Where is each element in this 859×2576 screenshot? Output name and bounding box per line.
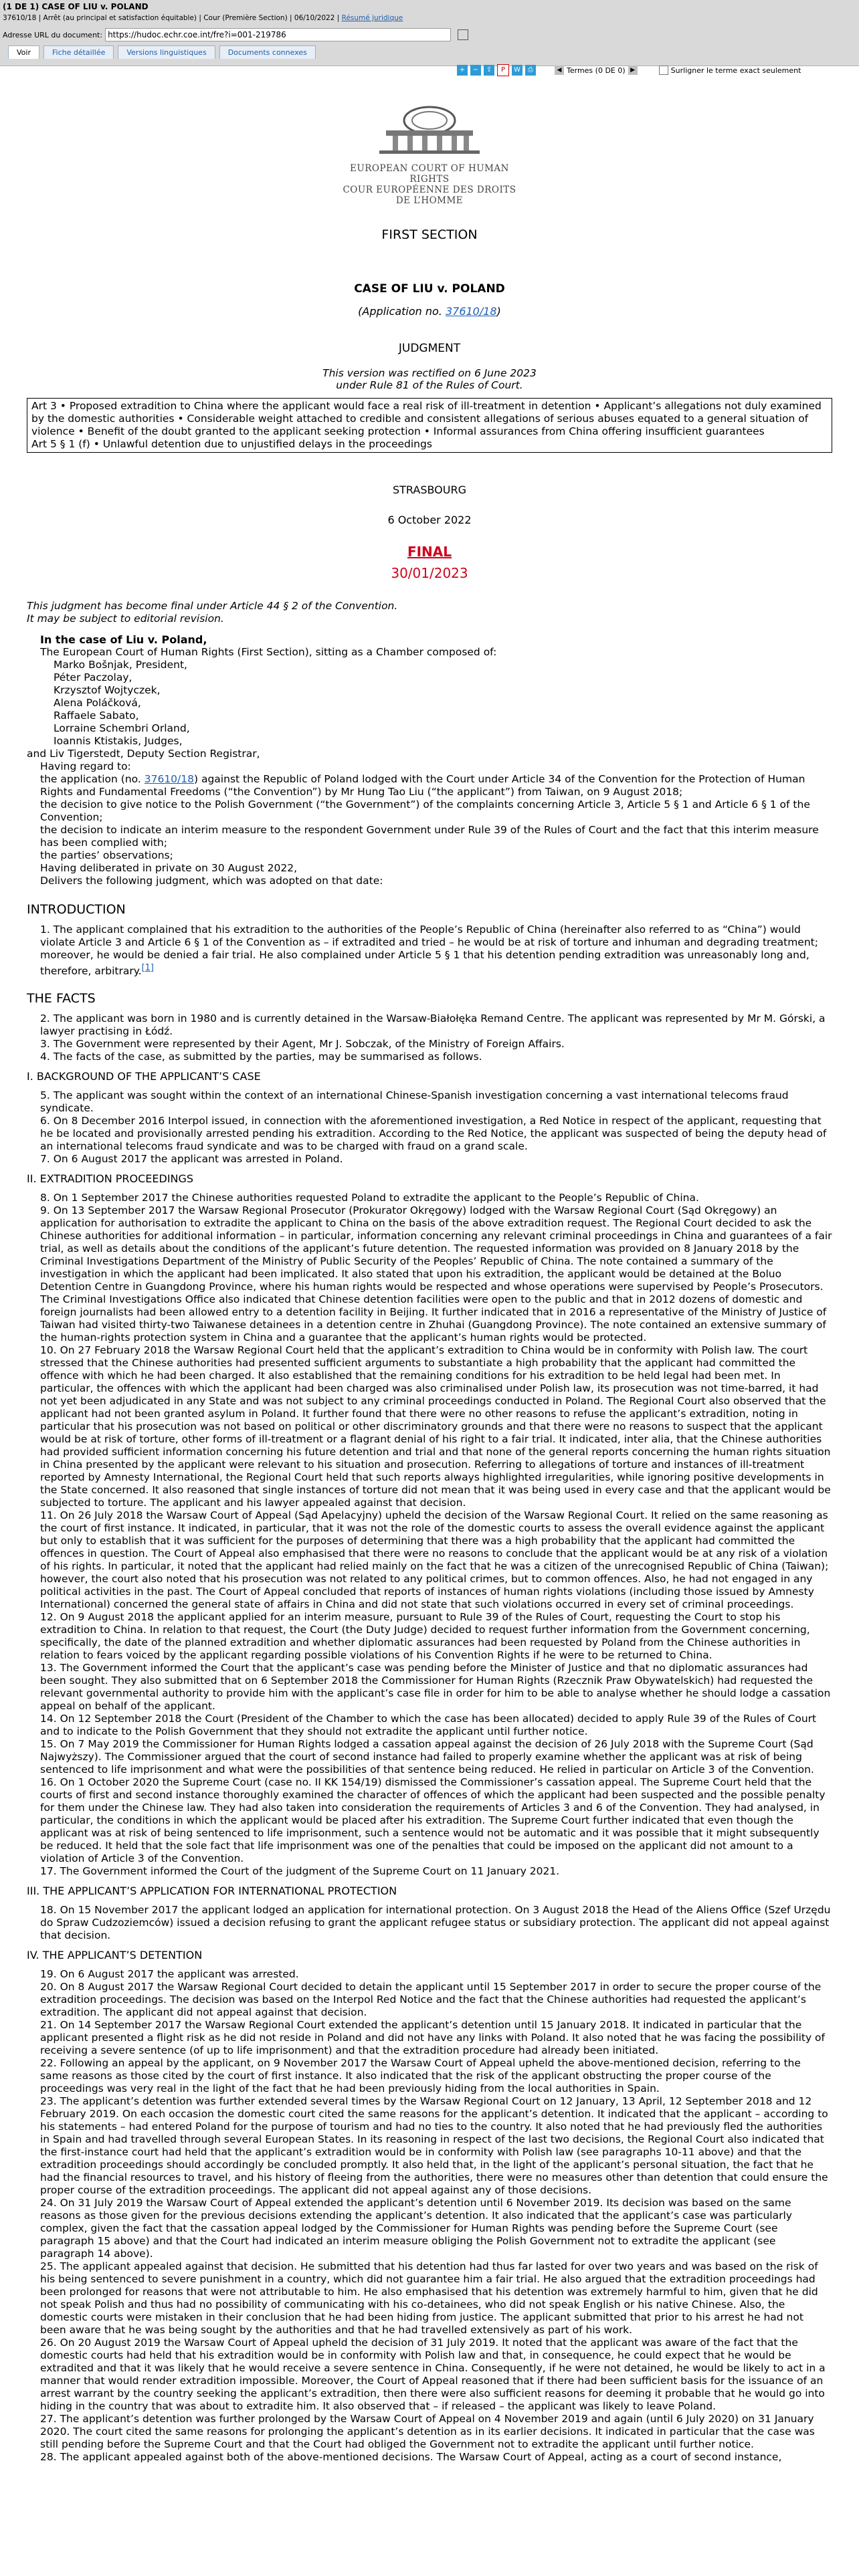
place: STRASBOURG	[392, 484, 466, 496]
judge-name: Alena Poláčková,	[54, 697, 141, 709]
application-prefix: (Application no.	[358, 305, 446, 318]
section-heading: I. BACKGROUND OF THE APPLICANT’S CASE	[27, 1070, 261, 1083]
judgment-date: 6 October 2022	[387, 514, 472, 526]
document-url-row	[3, 28, 468, 41]
section-heading: III. THE APPLICANT’S APPLICATION FOR INTERNATIONAL PROTECTION	[27, 1885, 397, 1898]
parties-observations: the parties’ observations;	[40, 849, 173, 861]
paragraph: 18. On 15 November 2017 the applicant lodged an application for international protection. On 3 August 2018 the Head of the Aliens Office (Szef Urzędu do Spraw Cudzoziemców) issued a decision refusing to grant the applicant refugee status or subsidiary protection. The applicant did not appeal against that decision.	[40, 1904, 831, 1942]
copy-icon[interactable]	[458, 29, 468, 40]
introduction-text: 1. The applicant complained that his extradition to the authorities of the People’s Republic of China (hereinafter also referred to as “China”) would violate Article 3 and Article 6 § 1 of the Convention as – if extradited and tried – he would be at risk of torture and inhuman and degrading treatment; moreover, he would be denied a fair trial. He also complained under Article 5 § 1 that his detention pending extradition was unreasonably long and, therefore, arbitrary.	[40, 924, 818, 978]
legal-summary-link[interactable]: Résumé juridique	[341, 14, 403, 22]
paragraph: 5. The applicant was sought within the context of an international Chinese-Spanish investigation concerning a vast international telecoms fraud syndicate.	[40, 1089, 789, 1115]
court-name-en: EUROPEAN COURT OF HUMAN RIGHTS	[349, 163, 509, 185]
judge-name: Marko Bošnjak, President,	[54, 659, 187, 671]
facts-heading: THE FACTS	[27, 991, 96, 1006]
exact-term-checkbox[interactable]	[659, 66, 668, 75]
case-title: CASE OF LIU v. POLAND	[354, 282, 505, 296]
judge-name: Ioannis Ktistakis, Judges,	[54, 735, 183, 747]
viewer-topbar	[0, 0, 859, 66]
paragraph: 17. The Government informed the Court of the judgment of the Supreme Court on 11 January 2021.	[40, 1865, 560, 1878]
final-note-1: This judgment has become final under Article 44 § 2 of the Convention.	[27, 600, 398, 612]
previous-term-icon[interactable]: ◀	[555, 66, 564, 75]
paragraph	[27, 924, 832, 978]
keywords-art5: Art 5 § 1 (f) • Unlawful detention due to unjustified delays in the proceedings	[31, 438, 432, 450]
final-label: FINAL	[407, 544, 452, 560]
document-toolbar	[457, 64, 801, 76]
url-label: Adresse URL du document:	[3, 30, 103, 39]
paragraph: 10. On 27 February 2018 the Warsaw Regional Court held that the applicant’s extradition to China would be in conformity with Polish law. The court stressed that the Chinese authorities had presented sufficient arguments to substantiate a high probability that the applicant had committed the offence with which he had been charged. It also established that the remaining conditions for his extradition to be held legal had been met. In particular, the offences with which the applicant had been charged was also criminalised under Polish law, its prosecution was not time-barred, it had not yet been adjudicated in any State and was not subject to any criminal proceedings conducted in Poland. The Regional Court also observed that the applicant had not been granted asylum in Poland. It further found that there were no other reasons to refuse the applicant’s extradition, noting in particular that his prosecution was not based on political or other discriminatory grounds and that there were no reasons to suspect that the applicant would be at risk of torture, other forms of ill-treatment or a flagrant denial of his right to a fair trial. It indicated, inter alia, that the Chinese authorities had provided sufficient information concerning his future detention and trial and that none of the general reports concerning the human rights situation in China presented by the applicant were relevant to his situation and prosecution. Referring to allegations of torture and instances of ill-treatment reported by Amnesty International, the Regional Court held that such reports always highlighted irregularities, while ignoring positive developments in the State concerned. It also reasoned that single instances of torture did not mean that it was being used in every case and that the applicant would be subjected to torture. The applicant and his lawyer appealed against that decision.	[40, 1344, 831, 1509]
application-paragraph-rest: ) against the Republic of Poland lodged with the Court under Article 34 of the Convention for the Protection of Human Rights and Fundamental Freedoms (“the Convention”) by Mr Hung Tao Liu (“the applicant”) from Taiwan, on 9 August 2018;	[40, 773, 805, 798]
exact-term-label: Surligner le terme exact seulement	[670, 66, 801, 75]
introduction-heading: INTRODUCTION	[27, 902, 126, 917]
next-term-icon[interactable]: ▶	[628, 66, 638, 75]
court-name-fr: COUR EUROPÉENNE DES DROITS DE L’HOMME	[343, 185, 516, 206]
document-title: (1 DE 1) CASE OF LIU v. POLAND	[3, 2, 149, 11]
extradition-paragraphs	[27, 1192, 832, 1878]
paragraph: 26. On 20 August 2019 the Warsaw Court of Appeal upheld the decision of 31 July 2019. It noted that the applicant was aware of the fact that the domestic courts had held that his extradition would be in conformity with Polish law and that, in consequence, he could expect that he would be extradited and that it was likely that he would receive a severe sentence in China. Consequently, if he were not detained, he would be likely to act in a manner that would render extradition impossible. Moreover, the Court of Appeal reasoned that if there had been sufficient basis for the issuance of an arrest warrant by the country seeking the applicant’s extradition, then there were also sufficient reasons for deeming it probable that he would go into hiding in the country that was about to extradite him. It also observed that – if released – the applicant was likely to leave Poland.	[40, 2337, 826, 2413]
protection-paragraphs	[27, 1904, 832, 1942]
court-building-icon	[366, 100, 493, 160]
paragraph: 24. On 31 July 2019 the Warsaw Court of Appeal extended the applicant’s detention until 6 November 2019. Its decision was based on the same reasons as those given for the previous decisions extending the applicant’s detention. It also indicated that the applicant’s case was particularly complex, given the fact that the cassation appeal lodged by the Commissioner for Human Rights was pending before the Supreme Court (see paragraph 15 above) and that the Court had indicated an interim measure obliging the Polish Government not to extradite the applicant (see paragraph 14 above).	[40, 2197, 792, 2260]
terms-counter: Termes (0 DE 0)	[567, 66, 626, 75]
paragraph: 27. The applicant’s detention was further prolonged by the Warsaw Court of Appeal on 4 November 2019 and again (until 6 July 2020) on 31 January 2020. The court cited the same reasons for prolonging the applicant’s detention as in its earlier decisions. It indicated in particular that the case was still pending before the Supreme Court and that the Court had obliged the Government not to extradite the applicant until further notice.	[40, 2413, 815, 2451]
paragraph: 6. On 8 December 2016 Interpol issued, in connection with the aforementioned investigation, a Red Notice in respect of the applicant, requesting that he be located and provisionally arrested pending his extradition. According to the Red Notice, the applicant was suspected of being the deputy head of an international telecoms fraud syndicate and was to be charged with fraud on a grand scale.	[40, 1115, 827, 1153]
interim-decision: the decision to indicate an interim measure to the respondent Government under Rule 39 of the Rules of Court and the fact that this interim measure has been complied with;	[40, 824, 819, 849]
url-field[interactable]: https://hudoc.echr.coe.int/fre?i=001-219786	[105, 28, 451, 41]
delivers-line: Delivers the following judgment, which was adopted on that date:	[40, 875, 383, 887]
having-regard: Having regard to:	[40, 760, 131, 772]
section-title: FIRST SECTION	[381, 227, 478, 242]
application-paragraph	[27, 773, 832, 798]
paragraph: 20. On 8 August 2017 the Warsaw Regional Court decided to detain the applicant until 15 September 2017 in order to secure the proper course of the extradition proceedings. The decision was based on the Interpol Red Notice and the fact that the Chinese authorities had requested the applicant’s extradition. The applicant did not appeal against that decision.	[40, 1981, 822, 2019]
pdf-icon[interactable]: P	[497, 64, 509, 76]
paragraph: 2. The applicant was born in 1980 and is currently detained in the Warsaw-Białołęka Remand Centre. The applicant was represented by Mr M. Górski, a lawyer practising in Łódź.	[40, 1012, 826, 1038]
paragraph: 22. Following an appeal by the applicant, on 9 November 2017 the Warsaw Court of Appeal upheld the above-mentioned decision, referring to the same reasons as those cited by the court of first instance. It also indicated that the risk of the applicant obstructing the proper course of the proceedings was very real in the light of the fact that he had been previously hiding from the local authorities in Spain.	[40, 2057, 801, 2095]
paragraph: 28. The applicant appealed against both of the above-mentioned decisions. The Warsaw Court of Appeal, acting as a court of second instance,	[40, 2451, 782, 2464]
application-number-link[interactable]: 37610/18	[144, 773, 194, 785]
final-date: 30/01/2023	[391, 565, 468, 581]
section-heading: IV. THE APPLICANT’S DETENTION	[27, 1949, 203, 1962]
rectification-note-2: under Rule 81 of the Rules of Court.	[336, 379, 523, 391]
paragraph: 8. On 1 September 2017 the Chinese authorities requested Poland to extradite the applicant to the People’s Republic of China.	[40, 1192, 699, 1204]
judge-name: Péter Paczolay,	[54, 671, 132, 683]
keywords-art3: Art 3 • Proposed extradition to China where the applicant would face a real risk of ill-treatment in detention • Applicant’s allegations not duly examined by the domestic authorities • Considerable weight attached to credible and consistent allegations of serious abuses equated to a general situation of violence • Benefit of the doubt granted to the applicant seeking protection • Informal assurances from China offering insufficient guarantees	[31, 400, 822, 437]
background-paragraphs	[27, 1089, 832, 1166]
tab-related-documents[interactable]: Documents connexes	[219, 45, 316, 59]
footnote-link[interactable]: [1]	[141, 963, 154, 973]
paragraph: 13. The Government informed the Court that the applicant’s case was pending before the Minister of Justice and that no diplomatic assurances had been sought. They also submitted that on 6 September 2018 the Commissioner for Human Rights (Rzecznik Praw Obywatelskich) had requested the relevant governmental authority to provide him with the applicant’s case file in order for him to be able to analyse whether he should lodge a cassation appeal on behalf of the applicant.	[40, 1662, 831, 1713]
application-suffix: )	[496, 305, 501, 318]
application-number	[27, 305, 832, 318]
composition-intro: The European Court of Human Rights (First Section), sitting as a Chamber composed of:	[40, 646, 497, 658]
paragraph: 25. The applicant appealed against that decision. He submitted that his detention had thus far lasted for over two years and was based on the risk of his being sentenced to severe punishment in a country, which did not guarantee him a fair trial. He also argued that the extradition proceedings had been prolonged for reasons that were not attributable to him. He also emphasised that his detention was extremely harmful to him, given that he did not speak Polish and thus had no possibility of communicating with his co-detainees, who did not speak English or his native Chinese. Also, the domestic courts were mistaken in their conclusion that he had been hiding from justice. The applicant submitted that prior to his arrest he had not been aware that he was being sought by the authorities and that he had travelled extensively as part of his work.	[40, 2260, 818, 2337]
paragraph: 16. On 1 October 2020 the Supreme Court (case no. II KK 154/19) dismissed the Commissioner’s cassation appeal. The Supreme Court held that the courts of first and second instance thoroughly examined the character of offences of which the applicant had been suspected and the possible penalty for them under the Chinese law. They had also taken into consideration the requirements of Articles 3 and 6 of the Convention. They had analysed, in particular, the conditions in which the applicant would be placed after his extradition. The Supreme Court further indicated that even though the applicant was at risk of being sentenced to life imprisonment, such a sentence would not be automatic and it was possible that it might subsequently be reduced. It held that the sole fact that life imprisonment was one of the penalties that could be imposed on the applicant did not amount to a violation of Article 3 of the Convention.	[40, 1776, 826, 1865]
detention-paragraphs	[27, 1968, 832, 2464]
tab-view[interactable]: Voir	[8, 45, 39, 59]
judge-name: Lorraine Schembri Orland,	[54, 722, 190, 734]
tab-details[interactable]: Fiche détaillée	[43, 45, 114, 59]
viewer-tabs	[8, 45, 316, 59]
judgment-document	[27, 227, 832, 2464]
case-of-line: In the case of Liu v. Poland,	[40, 633, 207, 646]
paragraph: 9. On 13 September 2017 the Warsaw Regional Prosecutor (Prokurator Okręgowy) lodged with the Warsaw Regional Court (Sąd Okręgowy) an application for authorisation to extradite the applicant to China on the basis of the above extradition request. The Regional Court decided to ask the Chinese authorities for additional information – in particular, information concerning any relevant criminal proceedings in China and guarantees of a fair trial, as well as details about the conditions of the applicant’s future detention. The requested information was provided on 8 January 2018 by the Criminal Investigations Department of the Ministry of Public Security of the Peoples’ Republic of China. The note contained a summary of the investigation in which the applicant had been implicated. It also stated that upon his extradition, the applicant would be detained at the Boluo Detention Centre in Guangdong Province, where his human rights would be respected and whose operations were supervised by People’s Prosecutors. The Criminal Investigations Office also indicated that Chinese detention facilities were open to the public and that in 2012 dozens of domestic and foreign journalists had been allowed entry to a detention facility in Beijing. It further indicated that in 2016 a representative of the Ministry of Justice of Taiwan had visited thirty-two Taiwanese detainees in a detention centre in Zhuhai (Guangdong Province). The note contained an extensive summary of the human-rights protection system in China and a guarantee that the applicant’s human rights would be protected.	[40, 1204, 832, 1344]
paragraph: 23. The applicant’s detention was further extended several times by the Warsaw Regional Court on 12 January, 13 April, 12 September 2018 and 12 February 2019. On each occasion the domestic court cited the same reasons for the applicant’s detention. It indicated that the applicant – according to his statements – had entered Poland for the purpose of tourism and had no ties to the country. It also noted that he had previously fled the authorities in Spain and had travelled through several European States. In its reasoning in respect of the last two decisions, the Regional Court also indicated that the first-instance court had held that the applicant’s extradition would be in conformity with Polish law (see paragraphs 10-11 above) and that the extradition proceedings should accordingly be concluded promptly. It also held that, in the light of the applicant’s personal situation, the fact that he had the financial resources to travel, and his history of fleeing from the authorities, there were no measures other than detention that could ensure the proper course of the extradition proceedings. The applicant did not appeal against any of those decisions.	[40, 2095, 828, 2197]
paragraph: 11. On 26 July 2018 the Warsaw Court of Appeal (Sąd Apelacyjny) upheld the decision of the Warsaw Regional Court. It relied on the same reasoning as the court of first instance. It indicated, in particular, that it was not the role of the domestic courts to assess the overall evidence against the applicant but only to establish that it was sufficient for the purposes of determining that there was a high probability that the applicant had committed the offences in question. The Court of Appeal also emphasised that there were no reasons to conclude that the applicant would be at any risk of a violation of his rights. In particular, it noted that the applicant had relied mainly on the fact that he was a citizen of the unrecognised Republic of China (Taiwan); however, the court also noted that his prosecution was not related to any political crimes, but to common offences. Also, he had not engaged in any political activities in the past. The Court of Appeal concluded that reports of instances of human rights violations (including those issued by Amnesty International) concerned the general state of affairs in China and did not state that such violations occurred in every set of criminal proceedings.	[40, 1509, 829, 1611]
application-link[interactable]: 37610/18	[445, 305, 497, 318]
notice-decision: the decision to give notice to the Polish Government (“the Government”) of the complaints concerning Article 3, Article 5 § 1 and Article 6 § 1 of the Convention;	[40, 798, 810, 823]
zoom-out-icon[interactable]: −	[470, 65, 481, 76]
judge-name: Krzysztof Wojtyczek,	[54, 684, 161, 696]
judge-name: Raffaele Sabato,	[54, 710, 139, 722]
section-heading: II. EXTRADITION PROCEEDINGS	[27, 1172, 194, 1186]
facts-intro-paragraphs	[27, 1012, 832, 1063]
judgment-heading: JUDGMENT	[398, 342, 461, 355]
paragraph: 3. The Government were represented by their Agent, Mr J. Sobczak, of the Ministry of Foreign Affairs.	[40, 1038, 565, 1051]
paragraph: 19. On 6 August 2017 the applicant was arrested.	[40, 1968, 299, 1981]
print-icon[interactable]: ⎙	[525, 65, 536, 76]
final-note-2: It may be subject to editorial revision.	[27, 613, 224, 625]
word-icon[interactable]: W	[512, 65, 522, 76]
document-meta	[3, 14, 403, 22]
tab-language-versions[interactable]: Versions linguistiques	[118, 45, 215, 59]
paragraph: 4. The facts of the case, as submitted by the parties, may be summarised as follows.	[40, 1051, 482, 1063]
paragraph: 21. On 14 September 2017 the Warsaw Regional Court extended the applicant’s detention until 15 January 2018. It indicated in particular that the applicant presented a flight risk as he did not reside in Poland and did not have any links with Poland. It also noted that he was facing the possibility of receiving a severe sentence (of up to life imprisonment) and that the extradition procedure had already been initiated.	[40, 2019, 825, 2057]
registrar-line: and Liv Tigerstedt, Deputy Section Registrar,	[27, 748, 260, 760]
court-logo	[335, 100, 524, 206]
rectification-note-1: This version was rectified on 6 June 2023	[322, 367, 537, 379]
application-paragraph-start: the application (no.	[40, 773, 145, 785]
zoom-in-icon[interactable]: +	[457, 65, 468, 76]
paragraph: 15. On 7 May 2019 the Commissioner for Human Rights lodged a cassation appeal against the decision of 26 July 2018 with the Supreme Court (Sąd Najwyższy). The Commissioner argued that the court of second instance had failed to properly examine whether the applicant was at risk of being sentenced to life imprisonment and what were the possibilities of that sentence being reduced. He relied in particular on Article 3 of the Convention.	[40, 1738, 814, 1776]
paragraph: 12. On 9 August 2018 the applicant applied for an interim measure, pursuant to Rule 39 of the Rules of Court, requesting the Court to stop his extradition to China. In relation to that request, the Court (the Duty Judge) decided to request further information from the Government concerning, specifically, the date of the planned extradition and whether diplomatic assurances had been requested by Poland from the Chinese authorities in relation to fears voiced by the applicant regarding possible violations of his Convention Rights if he were to be returned to China.	[40, 1611, 810, 1662]
deliberated-line: Having deliberated in private on 30 August 2022,	[40, 862, 298, 874]
keywords-box	[27, 398, 832, 453]
paragraph: 7. On 6 August 2017 the applicant was arrested in Poland.	[40, 1153, 343, 1166]
meta-text: 37610/18 | Arrêt (au principal et satisfaction équitable) | Cour (Première Section) | 06/10/2022 |	[3, 14, 340, 22]
paragraph: 14. On 12 September 2018 the Court (President of the Chamber to which the case has been allocated) decided to apply Rule 39 of the Rules of Court and to indicate to the Polish Government that they should not extradite the applicant until further notice.	[40, 1713, 817, 1738]
share-icon[interactable]: ⇪	[484, 65, 494, 76]
